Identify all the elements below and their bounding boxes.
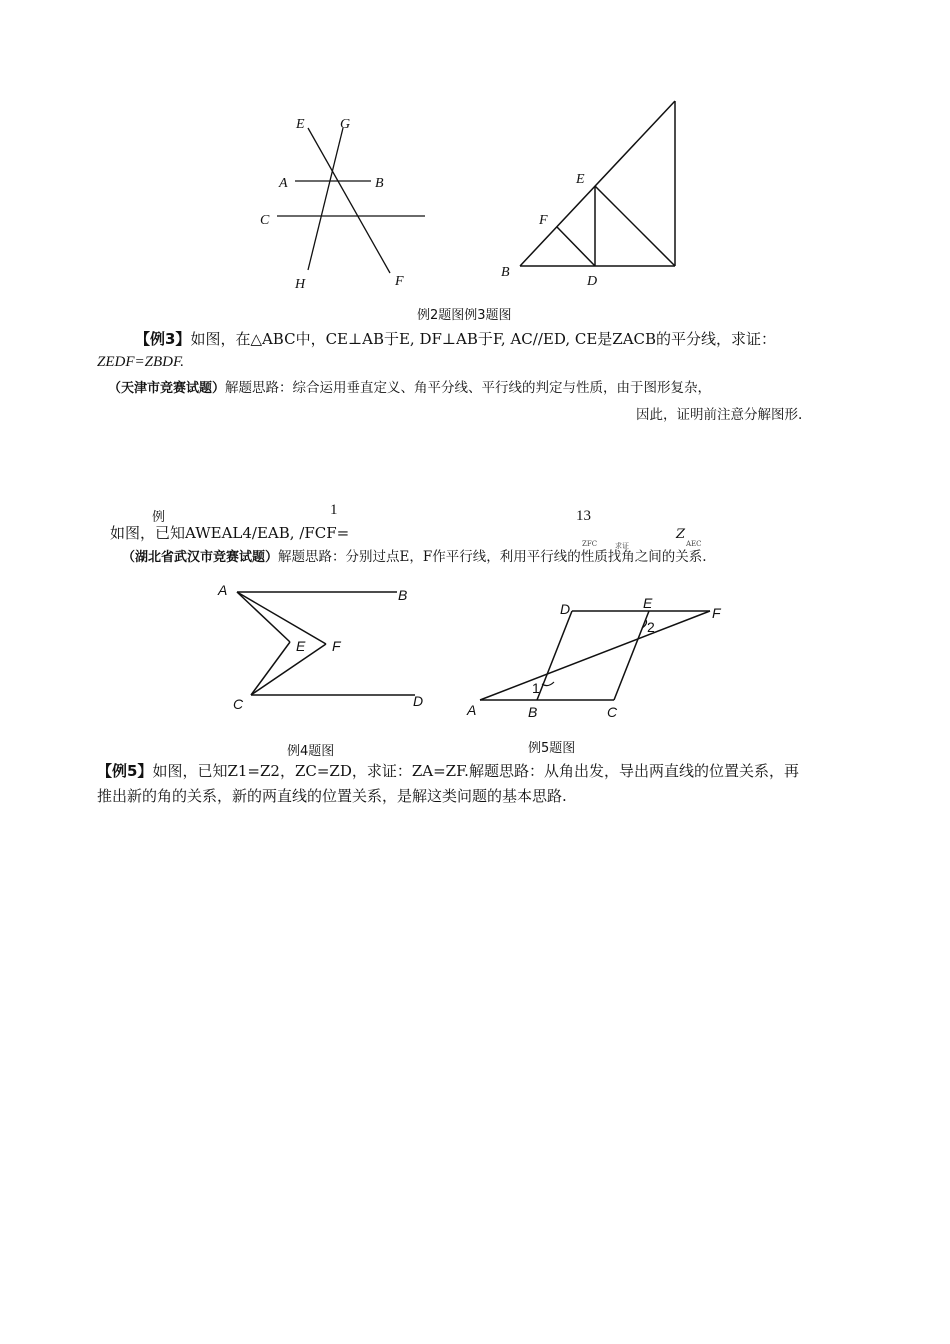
segment-ae	[237, 592, 290, 642]
label-e: E	[576, 172, 585, 187]
segment-df	[557, 227, 595, 266]
segment-ec	[595, 186, 675, 266]
label-b: B	[375, 176, 384, 191]
segment-ec	[251, 642, 290, 695]
example-5-line-2: 推出新的角的关系，新的两直线的位置关系，是解这类问题的基本思路.	[97, 787, 567, 805]
label-angle-1: 1	[532, 680, 540, 696]
example-4-hint: 解题思路：分别过点E，F作平行线，利用平行线的性质找角之间的关系.	[278, 549, 707, 565]
example-2-figure	[250, 110, 440, 295]
example-4-hint-line	[122, 546, 707, 569]
label-b: B	[398, 587, 408, 603]
segment-af	[480, 611, 710, 700]
line-gh	[308, 128, 343, 270]
example-4-fraction-13: 13	[576, 508, 591, 524]
label-e: E	[296, 638, 306, 654]
label-f: F	[332, 638, 341, 654]
label-c: C	[260, 213, 270, 228]
label-d: D	[413, 693, 424, 709]
example-4-source: （湖北省武汉市竞赛试题）	[122, 550, 279, 565]
example-3-line-1	[135, 328, 776, 351]
figure-caption-2-3: 例2题图例3题图	[417, 308, 512, 323]
example-5-tag: 【例5】	[97, 762, 153, 780]
line-ef	[308, 128, 390, 273]
label-c: C	[233, 696, 244, 712]
segment-fc	[251, 644, 326, 695]
label-angle-2: 2	[647, 619, 655, 635]
label-a: A	[467, 702, 477, 718]
label-e: E	[296, 117, 305, 132]
figure-caption-5: 例5题图	[528, 741, 576, 756]
example-3-line-2: ZEDF=ZBDF.	[97, 354, 184, 370]
example-3-statement: 如图，在△ABC中，CE⊥AB于E, DF⊥AB于F, AC//ED, CE是ZACB的平分线，求证：	[190, 330, 777, 348]
label-e: E	[643, 595, 653, 611]
label-g: G	[340, 117, 351, 132]
segment-ba	[520, 101, 675, 266]
label-h: H	[295, 277, 306, 292]
example-3-hint-2: 因此，证明前注意分解图形.	[636, 407, 803, 423]
example-4-garble-prove: 求证	[615, 542, 629, 550]
label-f: F	[539, 213, 548, 228]
label-a: A	[279, 176, 288, 191]
example-4-figure	[210, 578, 435, 713]
label-f: F	[395, 274, 404, 289]
example-3-source: （天津市竞赛试题）	[108, 381, 226, 396]
example-5-line-1	[97, 760, 799, 783]
example-5-statement: 如图，已知Z1=Z2，ZC=ZD，求证：ZA=ZF.解题思路：从角出发，导出两直线的位置关系，再	[152, 762, 799, 780]
example-5-figure	[462, 592, 732, 727]
label-d: D	[560, 601, 571, 617]
segment-ce	[614, 611, 649, 700]
example-3-hint: 解题思路：综合运用垂直定义、角平分线、平行线的判定与性质，由于图形复杂，	[225, 380, 712, 396]
figure-caption-4: 例4题图	[287, 744, 335, 759]
example-4-li: 例	[152, 510, 166, 525]
example-3-figure	[495, 90, 690, 295]
label-f: F	[712, 605, 721, 621]
label-d: D	[587, 274, 598, 289]
example-3-tag: 【例3】	[135, 330, 191, 348]
example-4-fraction-1: 1	[330, 502, 338, 518]
label-b: B	[501, 265, 510, 280]
example-4-garble-aec: AEC	[686, 540, 702, 548]
example-4-statement: 如图，已知AWEAL4/EAB, /FCF=	[110, 524, 350, 542]
example-4-garble-zfc: ZFC	[582, 540, 598, 548]
segment-bd	[537, 611, 572, 700]
label-b: B	[528, 704, 538, 720]
label-c: C	[607, 704, 618, 720]
label-a: A	[218, 582, 228, 598]
example-3-hint-1	[108, 377, 711, 400]
example-4-garble-z: Z	[676, 527, 686, 542]
segment-af	[237, 592, 326, 644]
